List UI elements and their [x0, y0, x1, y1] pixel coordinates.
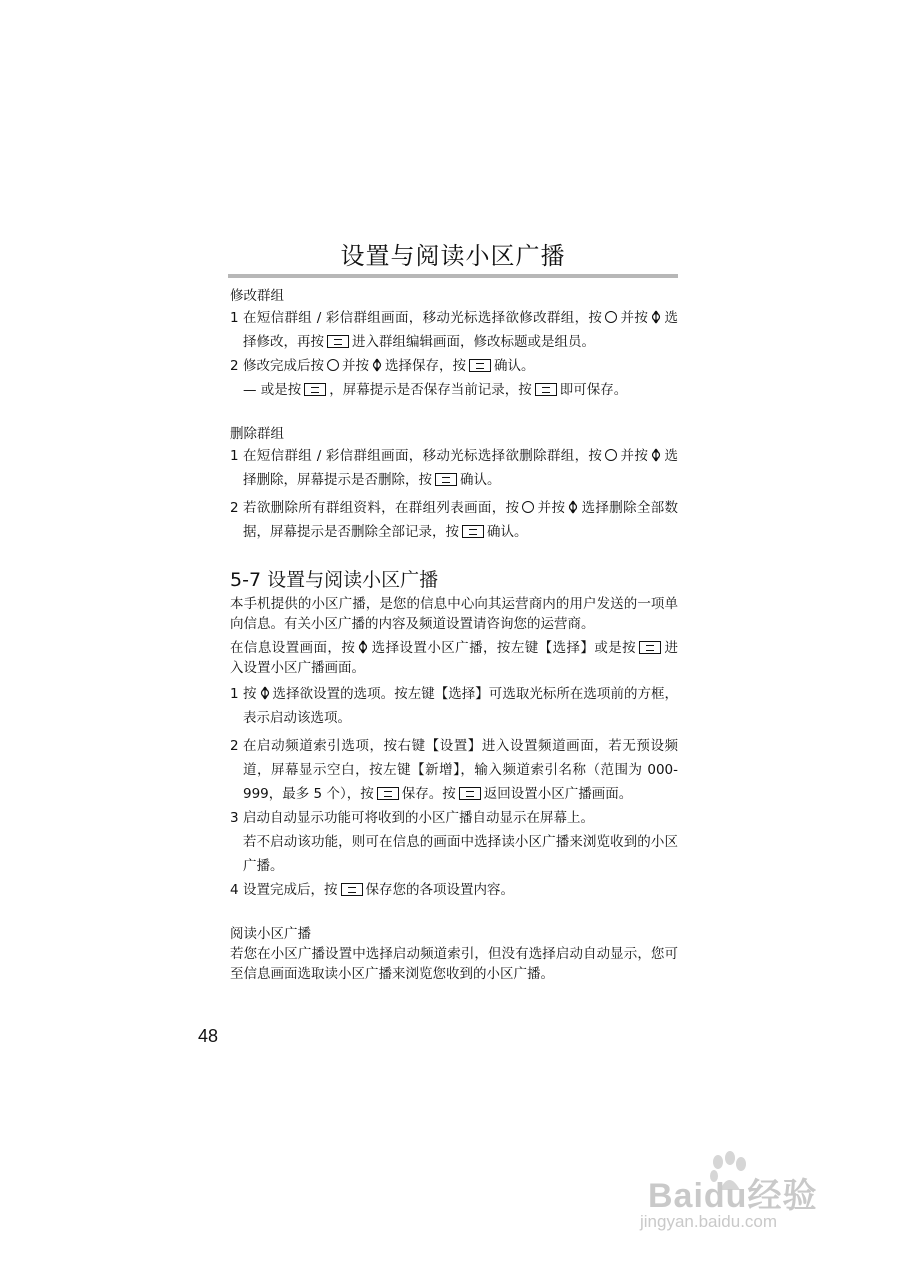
nav-key-icon	[568, 500, 578, 514]
delete-group-item-1: 1 在短信群组 / 彩信群组画面，移动光标选择欲删除群组，按 并按 选择删除，屏幕提示是否删除，按 确认。	[230, 448, 679, 488]
modify-group-item-1: 1 在短信群组 / 彩信群组画面，移动光标选择欲修改群组，按 并按 选择修改，再按 进入群组编辑画面，修改标题或是组员。	[230, 310, 679, 350]
ok-circle-icon	[605, 449, 617, 461]
nav-key-icon	[372, 358, 382, 372]
modify-group-note: — 或是按 ，屏幕提示是否保存当前记录，按 即可保存。	[243, 382, 628, 398]
cell-broadcast-item-4: 4 设置完成后，按 保存您的各项设置内容。	[230, 882, 514, 898]
cell-broadcast-heading: 5-7 设置与阅读小区广播	[230, 569, 439, 591]
read-broadcast-text: 若您在小区广播设置中选择启动频道索引，但没有选择启动自动显示，您可至信息画面选取读小区广播来浏览您收到的小区广播。	[230, 946, 678, 982]
ok-circle-icon	[327, 359, 339, 371]
cell-broadcast-enter: 在信息设置画面，按 选择设置小区广播，按左键【选择】或是按 进入设置小区广播画面。	[230, 640, 679, 676]
modify-group-item-2: 2 修改完成后按 并按 选择保存，按 确认。	[230, 358, 535, 374]
softkey-icon	[535, 383, 557, 396]
page-number: 48	[198, 1026, 219, 1046]
delete-group-item-2: 2 若欲删除所有群组资料，在群组列表画面，按 并按 选择删除全部数据，屏幕提示是否删除全部记录，按 确认。	[230, 500, 679, 540]
nav-key-icon	[651, 310, 661, 324]
cell-broadcast-item-3-note: 若不启动该功能，则可在信息的画面中选择读小区广播来浏览收到的小区广播。	[243, 834, 678, 874]
title-rule	[228, 274, 678, 278]
softkey-icon	[639, 641, 661, 654]
nav-key-icon	[358, 640, 368, 654]
ok-circle-icon	[605, 311, 617, 323]
watermark-brand: Baidu经验	[648, 1177, 818, 1215]
ok-circle-icon	[522, 501, 534, 513]
modify-group-heading: 修改群组	[230, 288, 284, 304]
cell-broadcast-item-3: 3 启动自动显示功能可将收到的小区广播自动显示在屏幕上。 若不启动该功能，则可在信息的画面中选择读小区广播来浏览收到的小区广播。	[230, 810, 678, 874]
watermark	[640, 1150, 860, 1230]
softkey-icon	[327, 335, 349, 348]
softkey-icon	[462, 525, 484, 538]
softkey-icon	[459, 787, 481, 800]
softkey-icon	[377, 787, 399, 800]
content	[230, 286, 678, 984]
page-header	[228, 240, 678, 278]
delete-group-heading: 删除群组	[230, 426, 284, 442]
softkey-icon	[304, 383, 326, 396]
cell-broadcast-item-1: 1 按 选择欲设置的选项。按左键【选择】可选取光标所在选项前的方框，表示启动该选项。	[230, 686, 679, 726]
softkey-icon	[341, 883, 363, 896]
page-title: 设置与阅读小区广播	[340, 242, 566, 270]
nav-key-icon	[651, 448, 661, 462]
read-broadcast-heading: 阅读小区广播	[230, 926, 311, 942]
softkey-icon	[435, 473, 457, 486]
softkey-icon	[469, 359, 491, 372]
cell-broadcast-intro: 本手机提供的小区广播，是您的信息中心向其运营商内的用户发送的一项单向信息。有关小区广播的内容及频道设置请咨询您的运营商。	[230, 596, 678, 632]
watermark-url: jingyan.baidu.com	[640, 1212, 778, 1231]
nav-key-icon	[260, 686, 270, 700]
cell-broadcast-item-2: 2 在启动频道索引选项，按右键【设置】进入设置频道画面，若无预设频道，屏幕显示空白，按左键【新增】，输入频道索引名称（范围为 000-999，最多 5 个），按 保存。按 返回设置小区广播画面。	[230, 738, 678, 802]
